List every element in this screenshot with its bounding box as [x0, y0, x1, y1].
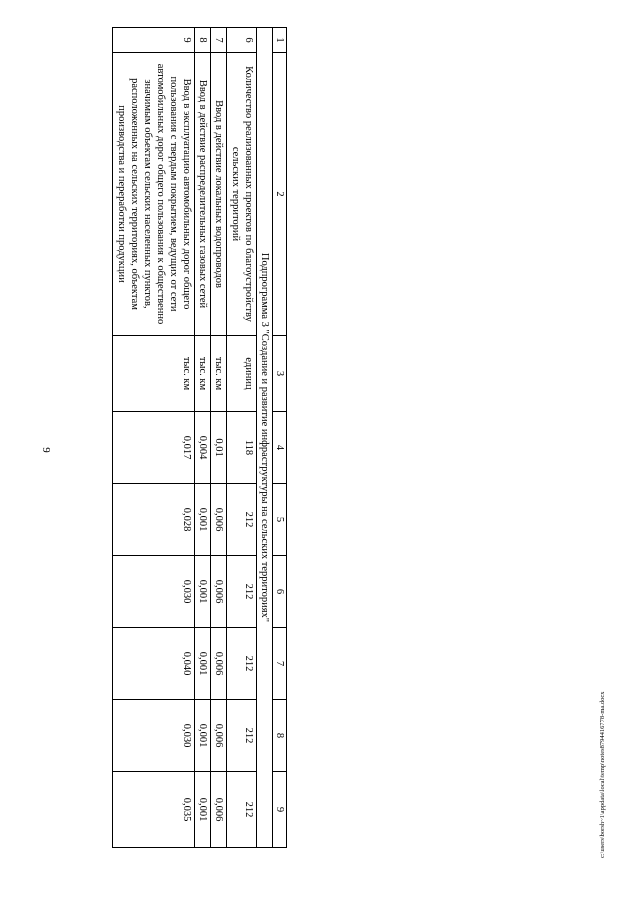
header-cell: 7	[272, 628, 286, 700]
unit-cell: тыс. км	[113, 336, 195, 412]
row-number: 8	[195, 28, 211, 53]
header-cell: 8	[272, 700, 286, 772]
unit-cell: тыс. км	[195, 336, 211, 412]
value-cell: 0,006	[211, 556, 227, 628]
value-cell: 212	[227, 772, 256, 848]
header-cell: 1	[272, 28, 286, 53]
value-cell: 0,01	[211, 412, 227, 484]
value-cell: 0,006	[211, 700, 227, 772]
unit-cell: тыс. км	[211, 336, 227, 412]
value-cell: 0,006	[211, 484, 227, 556]
value-cell: 212	[227, 484, 256, 556]
header-cell: 9	[272, 772, 286, 848]
table-row	[227, 28, 256, 848]
unit-cell: единиц	[227, 336, 256, 412]
indicator-table-sheet	[91, 27, 287, 847]
value-cell: 0,001	[195, 628, 211, 700]
value-cell: 0,001	[195, 700, 211, 772]
indicator-name: Количество реализованных проектов по благоустройству сельских территорий	[227, 53, 256, 336]
header-cell: 2	[272, 53, 286, 336]
value-cell: 0,030	[113, 556, 195, 628]
row-number: 9	[113, 28, 195, 53]
header-cell: 6	[272, 556, 286, 628]
header-cell: 5	[272, 484, 286, 556]
value-cell: 212	[227, 556, 256, 628]
value-cell: 0,030	[113, 700, 195, 772]
value-cell: 0,001	[195, 484, 211, 556]
value-cell: 0,035	[113, 772, 195, 848]
indicator-name: Ввод в эксплуатацию автомобильных дорог общего пользования с твердым покрытием, ведущих от сети автомобильных дорог общего пользования к общественно значимым объектам сельских населенных пунктов, расположенных на сельских территориях, объектам производства и переработки продукции	[113, 53, 195, 336]
header-cell: 3	[272, 336, 286, 412]
value-cell: 0,017	[113, 412, 195, 484]
value-cell: 212	[227, 628, 256, 700]
value-cell: 212	[227, 700, 256, 772]
table-row	[113, 28, 195, 848]
value-cell: 0,004	[195, 412, 211, 484]
value-cell: 118	[227, 412, 256, 484]
value-cell: 0,001	[195, 772, 211, 848]
footer-file-path: c:\users\borsh~1\appdata\local\temp\notes8794416778-ma.docx	[599, 691, 606, 858]
header-cell: 4	[272, 412, 286, 484]
row-number: 7	[211, 28, 227, 53]
indicator-name: Ввод в действие локальных водопроводов	[211, 53, 227, 336]
section-title: Подпрограмма 3 "Создание и развитие инфраструктуры на сельских территориях"	[256, 28, 272, 848]
indicator-table	[113, 27, 288, 848]
header-row	[272, 28, 286, 848]
section-row	[256, 28, 272, 848]
value-cell: 0,028	[113, 484, 195, 556]
row-number: 6	[227, 28, 256, 53]
indicator-name: Ввод в действие распределительных газовых сетей	[195, 53, 211, 336]
value-cell: 0,001	[195, 556, 211, 628]
value-cell: 0,006	[211, 628, 227, 700]
table-row	[211, 28, 227, 848]
value-cell: 0,006	[211, 772, 227, 848]
page-number: 9	[40, 447, 52, 453]
table-row	[195, 28, 211, 848]
value-cell: 0,040	[113, 628, 195, 700]
